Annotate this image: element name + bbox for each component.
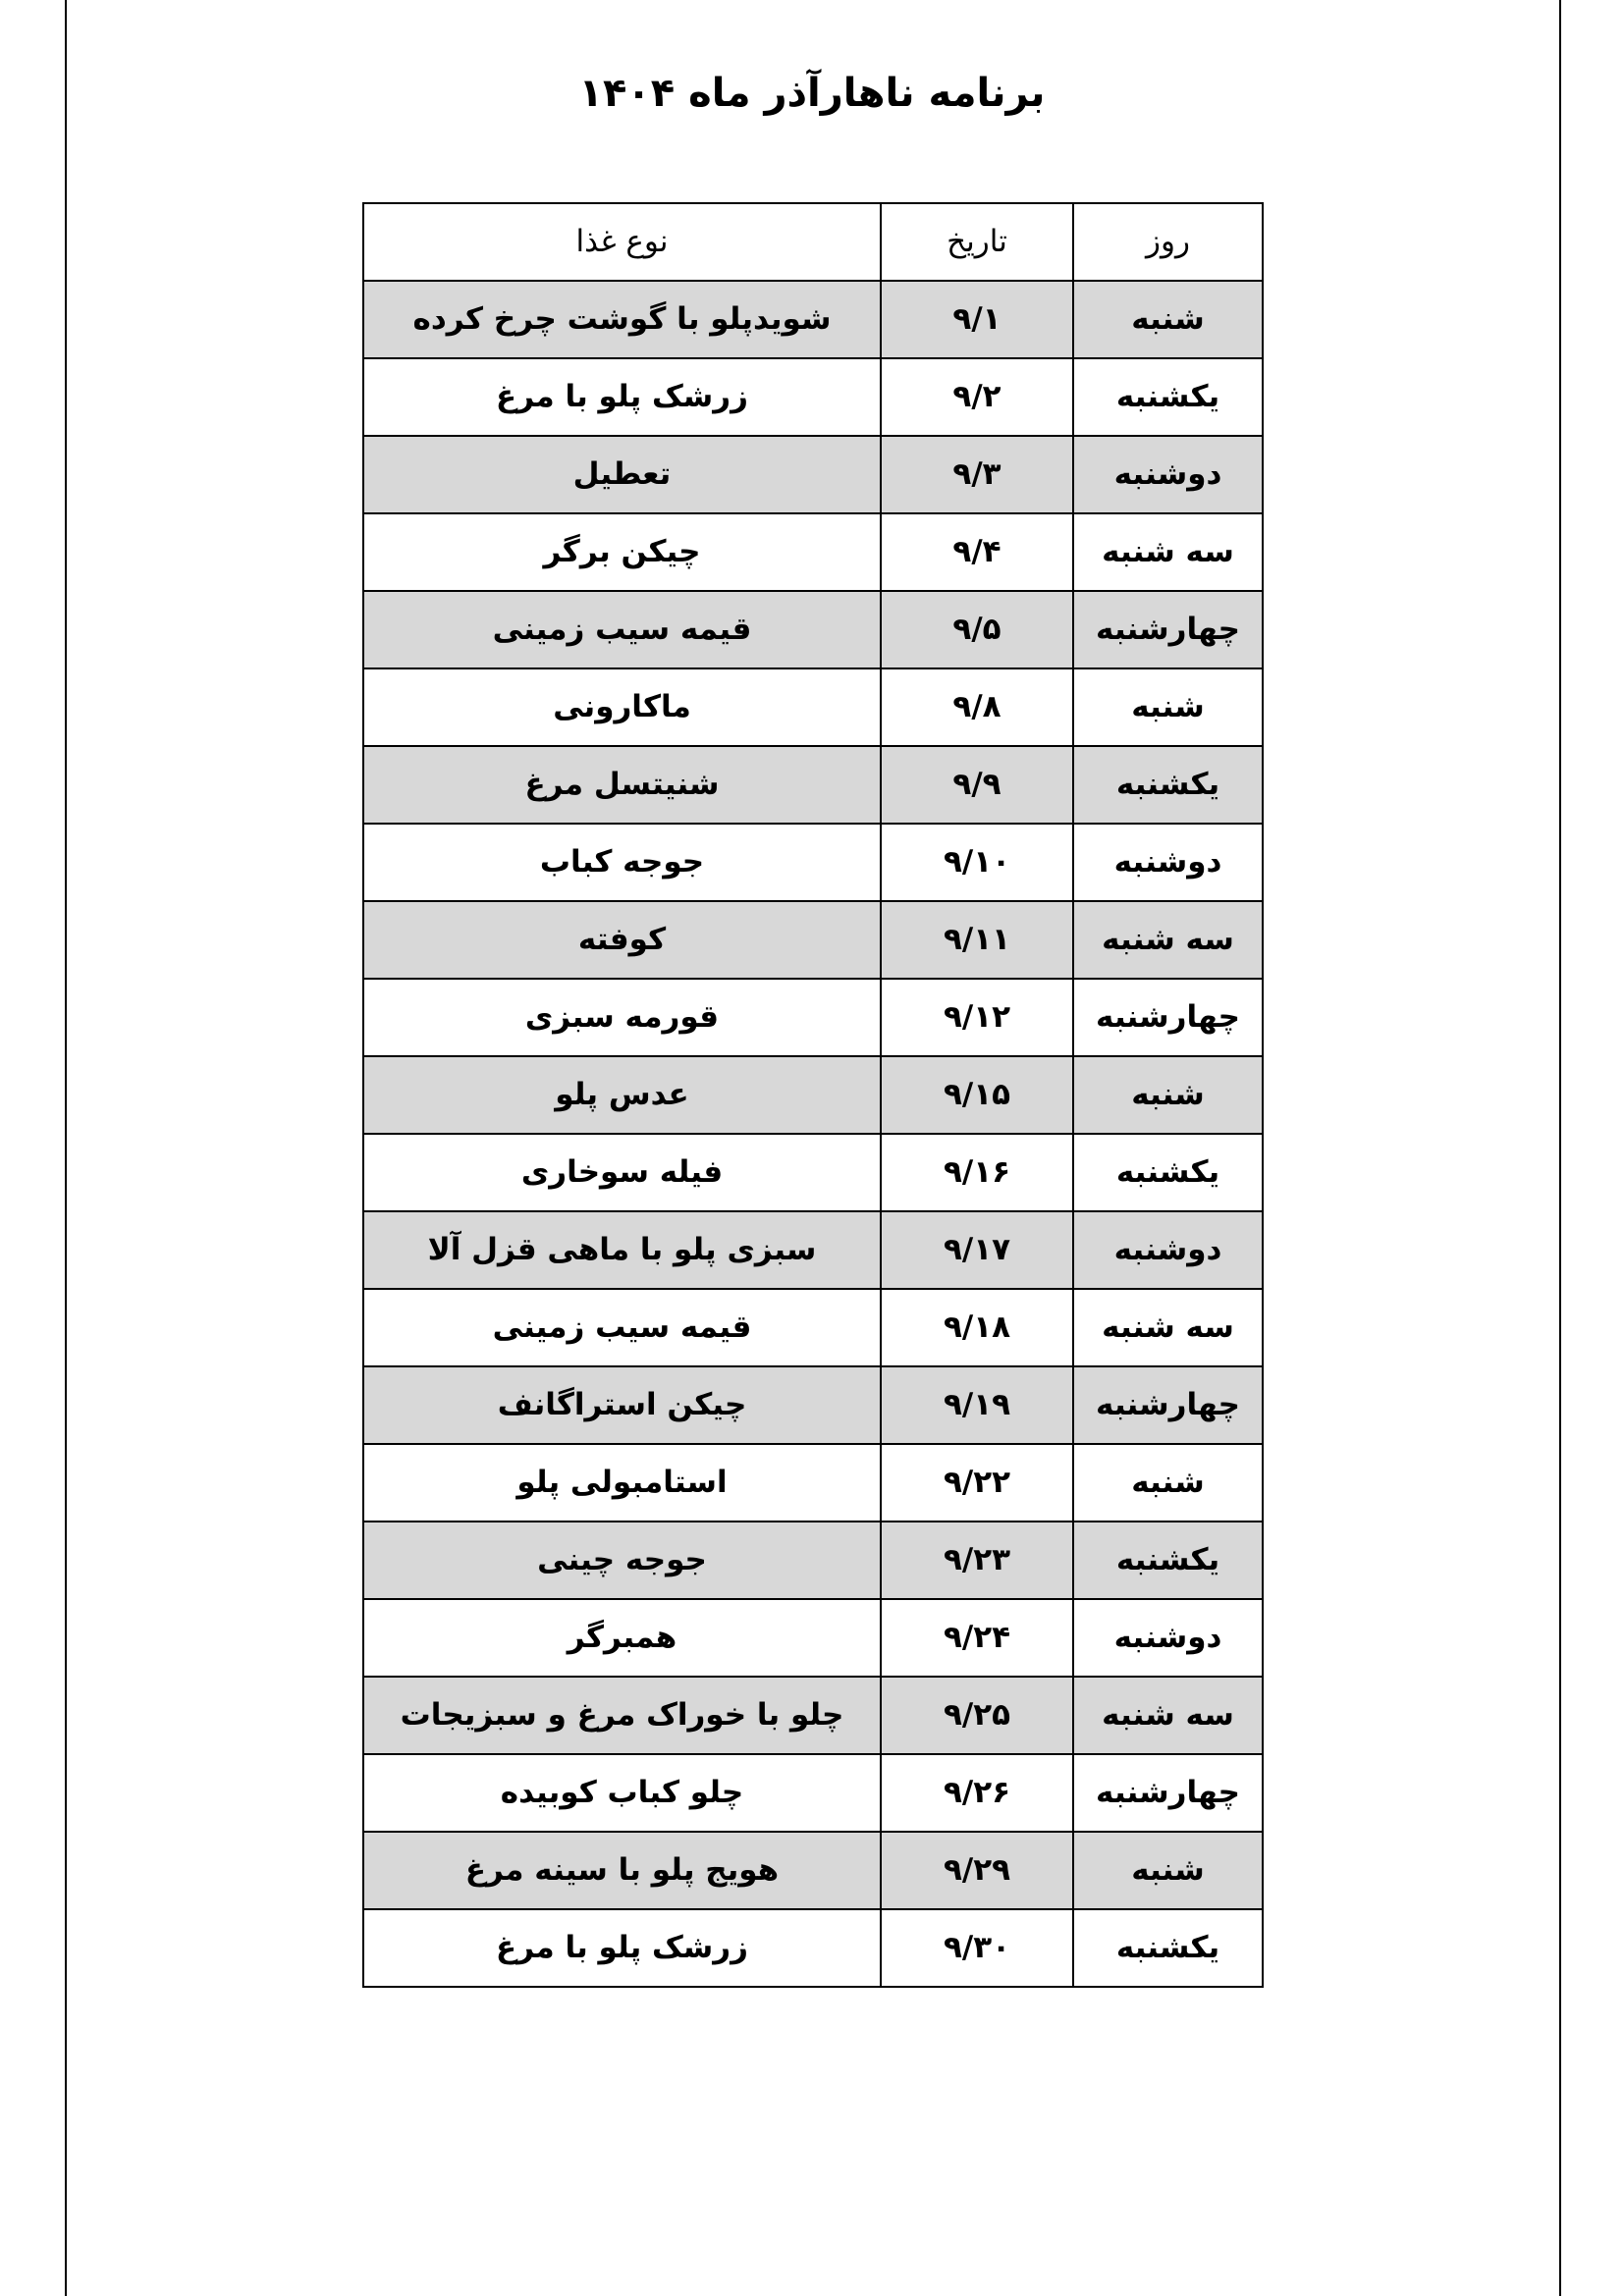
cell-day: سه شنبه xyxy=(1073,1289,1263,1366)
cell-day: سه شنبه xyxy=(1073,513,1263,591)
table-row xyxy=(363,901,1263,979)
table-row xyxy=(363,1909,1263,1987)
cell-food: ماکارونی xyxy=(363,668,881,746)
cell-day: شنبه xyxy=(1073,281,1263,358)
cell-food: هویج پلو با سینه مرغ xyxy=(363,1832,881,1909)
cell-food: قورمه سبزی xyxy=(363,979,881,1056)
cell-day: یکشنبه xyxy=(1073,1522,1263,1599)
page-border-left xyxy=(65,0,67,2296)
cell-day: شنبه xyxy=(1073,1832,1263,1909)
cell-day: سه شنبه xyxy=(1073,1677,1263,1754)
table-row xyxy=(363,1832,1263,1909)
cell-date: ۹/۸ xyxy=(881,668,1073,746)
cell-food: قیمه سیب زمینی xyxy=(363,1289,881,1366)
table-row xyxy=(363,668,1263,746)
cell-date: ۹/۱۲ xyxy=(881,979,1073,1056)
table-row xyxy=(363,1677,1263,1754)
cell-date: ۹/۱۱ xyxy=(881,901,1073,979)
table-row xyxy=(363,1754,1263,1832)
cell-date: ۹/۹ xyxy=(881,746,1073,824)
page-title: برنامه ناهارآذر ماه ۱۴۰۴ xyxy=(578,71,1046,116)
cell-date: ۹/۴ xyxy=(881,513,1073,591)
table-row xyxy=(363,1134,1263,1211)
table-row xyxy=(363,281,1263,358)
page-border-right xyxy=(1559,0,1561,2296)
table-row xyxy=(363,591,1263,668)
cell-day: یکشنبه xyxy=(1073,746,1263,824)
header-date: تاریخ xyxy=(881,203,1073,281)
cell-date: ۹/۲۵ xyxy=(881,1677,1073,1754)
cell-date: ۹/۱۵ xyxy=(881,1056,1073,1134)
cell-food: جوجه کباب xyxy=(363,824,881,901)
cell-date: ۹/۱۷ xyxy=(881,1211,1073,1289)
cell-date: ۹/۲ xyxy=(881,358,1073,436)
cell-day: شنبه xyxy=(1073,1444,1263,1522)
table-row xyxy=(363,746,1263,824)
cell-date: ۹/۳۰ xyxy=(881,1909,1073,1987)
table-row xyxy=(363,358,1263,436)
table-row xyxy=(363,513,1263,591)
table-row xyxy=(363,1444,1263,1522)
cell-date: ۹/۲۲ xyxy=(881,1444,1073,1522)
cell-day: چهارشنبه xyxy=(1073,1366,1263,1444)
cell-date: ۹/۱۸ xyxy=(881,1289,1073,1366)
cell-date: ۹/۱ xyxy=(881,281,1073,358)
cell-food: زرشک پلو با مرغ xyxy=(363,1909,881,1987)
cell-food: چیکن استراگانف xyxy=(363,1366,881,1444)
cell-date: ۹/۲۳ xyxy=(881,1522,1073,1599)
header-day: روز xyxy=(1073,203,1263,281)
cell-food: جوجه چینی xyxy=(363,1522,881,1599)
cell-food: عدس پلو xyxy=(363,1056,881,1134)
cell-day: چهارشنبه xyxy=(1073,1754,1263,1832)
cell-date: ۹/۱۹ xyxy=(881,1366,1073,1444)
table-header-row xyxy=(363,203,1263,281)
cell-day: شنبه xyxy=(1073,1056,1263,1134)
cell-food: همبرگر xyxy=(363,1599,881,1677)
table-row xyxy=(363,979,1263,1056)
header-food: نوع غذا xyxy=(363,203,881,281)
cell-date: ۹/۲۹ xyxy=(881,1832,1073,1909)
cell-food: شنیتسل مرغ xyxy=(363,746,881,824)
table-row xyxy=(363,1211,1263,1289)
table-body xyxy=(363,281,1263,1987)
cell-day: دوشنبه xyxy=(1073,824,1263,901)
cell-food: چیکن برگر xyxy=(363,513,881,591)
cell-food: تعطیل xyxy=(363,436,881,513)
cell-food: چلو کباب کوبیده xyxy=(363,1754,881,1832)
table-row xyxy=(363,1522,1263,1599)
cell-date: ۹/۲۶ xyxy=(881,1754,1073,1832)
cell-date: ۹/۲۴ xyxy=(881,1599,1073,1677)
cell-day: سه شنبه xyxy=(1073,901,1263,979)
lunch-menu-table xyxy=(362,202,1264,1988)
cell-food: قیمه سیب زمینی xyxy=(363,591,881,668)
table-row xyxy=(363,436,1263,513)
cell-food: زرشک پلو با مرغ xyxy=(363,358,881,436)
table-row xyxy=(363,824,1263,901)
cell-food: سبزی پلو با ماهی قزل آلا xyxy=(363,1211,881,1289)
cell-day: چهارشنبه xyxy=(1073,591,1263,668)
cell-food: فیله سوخاری xyxy=(363,1134,881,1211)
cell-day: چهارشنبه xyxy=(1073,979,1263,1056)
cell-food: شویدپلو با گوشت چرخ کرده xyxy=(363,281,881,358)
table-row xyxy=(363,1289,1263,1366)
cell-date: ۹/۵ xyxy=(881,591,1073,668)
cell-day: یکشنبه xyxy=(1073,1134,1263,1211)
cell-date: ۹/۱۰ xyxy=(881,824,1073,901)
cell-day: یکشنبه xyxy=(1073,358,1263,436)
table-row xyxy=(363,1599,1263,1677)
cell-day: دوشنبه xyxy=(1073,1599,1263,1677)
cell-date: ۹/۱۶ xyxy=(881,1134,1073,1211)
cell-day: یکشنبه xyxy=(1073,1909,1263,1987)
cell-day: شنبه xyxy=(1073,668,1263,746)
table-row xyxy=(363,1366,1263,1444)
cell-day: دوشنبه xyxy=(1073,1211,1263,1289)
cell-day: دوشنبه xyxy=(1073,436,1263,513)
cell-food: چلو با خوراک مرغ و سبزیجات xyxy=(363,1677,881,1754)
cell-food: کوفته xyxy=(363,901,881,979)
table-row xyxy=(363,1056,1263,1134)
cell-date: ۹/۳ xyxy=(881,436,1073,513)
cell-food: استامبولی پلو xyxy=(363,1444,881,1522)
